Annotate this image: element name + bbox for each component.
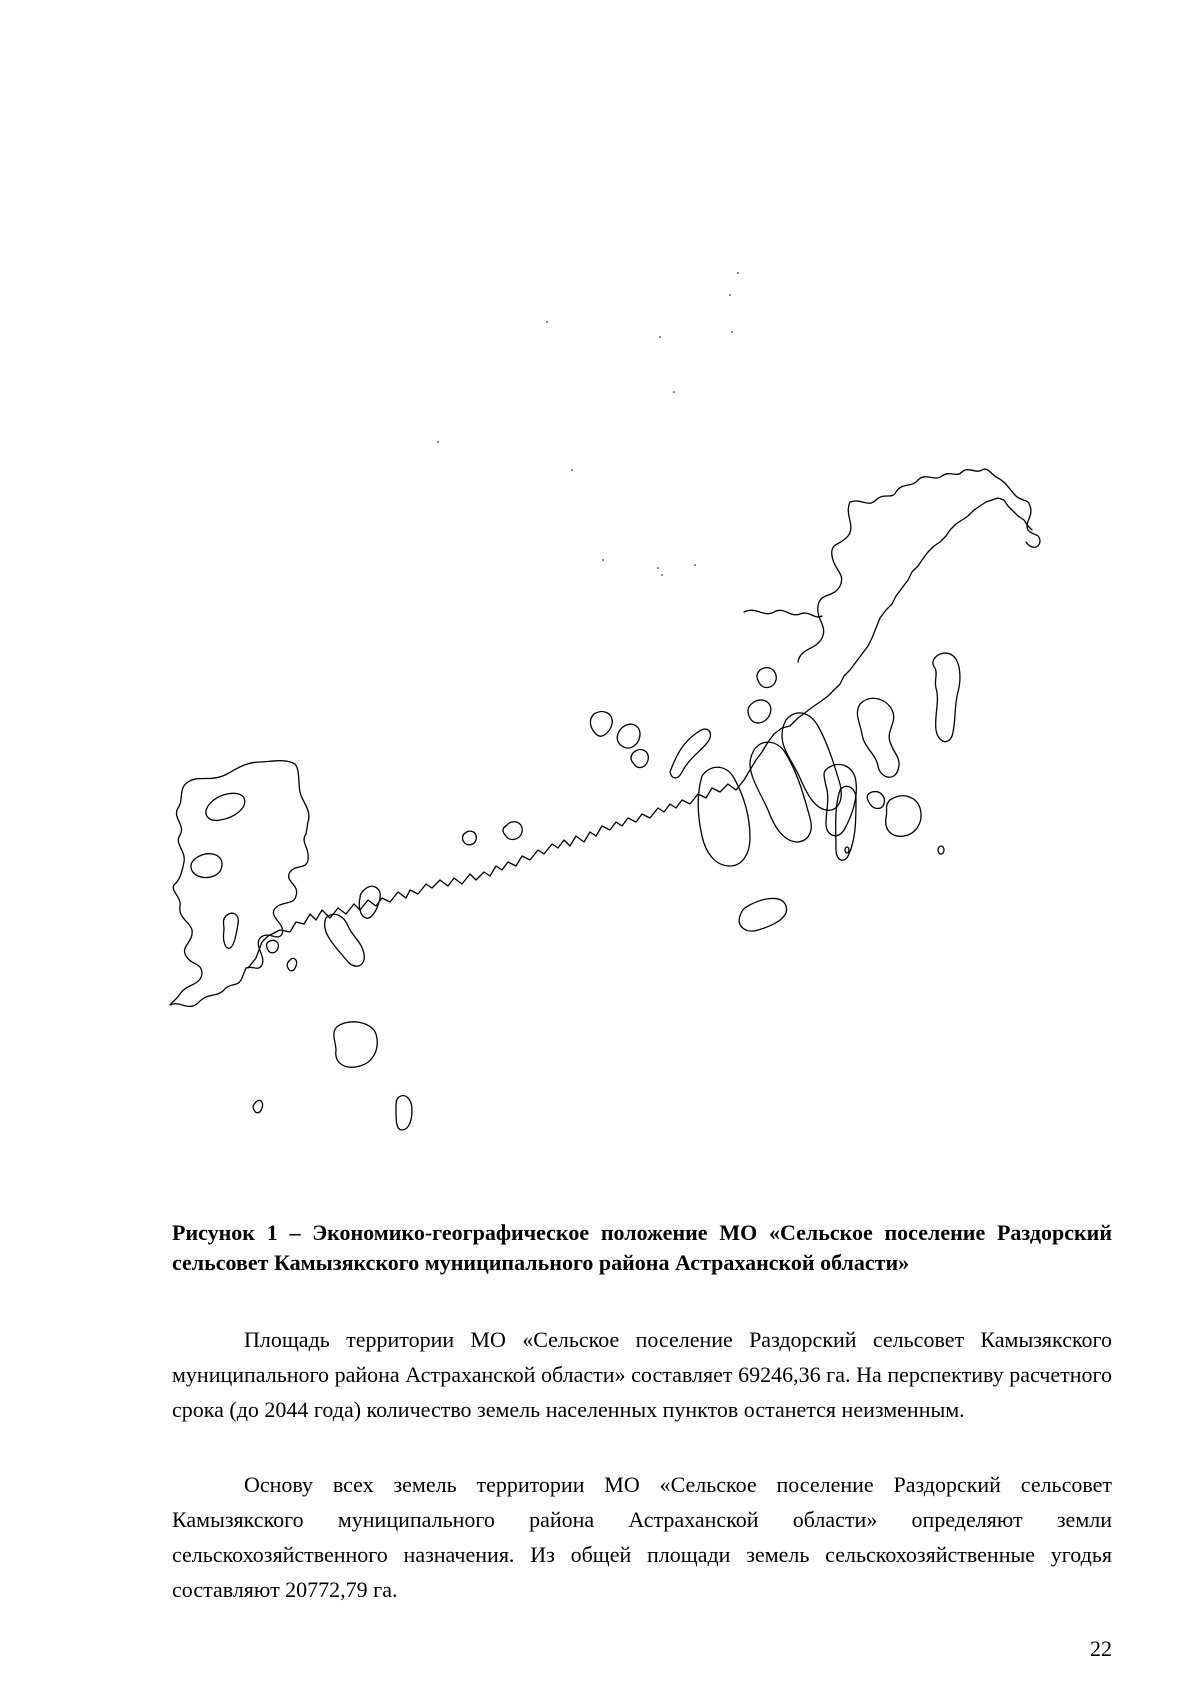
map-island-east-4 [867,792,884,809]
map-island-south-8 [253,1100,262,1112]
map-island-south-2 [267,940,279,952]
map-island-south-3 [287,958,296,970]
map-outline-drawing [150,230,1050,1210]
map-stray-dots [437,272,739,576]
page-number: 22 [1090,1636,1112,1661]
map-islet-1 [938,846,944,854]
territory-map [150,230,1050,1210]
map-lake-4 [836,786,856,860]
map-main-boundary [170,761,309,1007]
figure-caption: Рисунок 1 – Экономико-географическое положение МО «Сельское поселение Раздорский сельсовет Камызякского муниципального района Астраханской области» [172,1220,1112,1275]
map-island-south-4 [325,914,365,966]
map-island-south-1 [223,913,238,948]
map-channel-1 [670,729,710,778]
map-lake-west-4 [503,822,522,840]
map-lake-2 [750,742,811,842]
map-channel-2 [617,724,640,748]
body-paragraph-land-use: Основу всех земель территории МО «Сельское поселение Раздорский сельсовет Камызякского муниципального района Астраханской области» определяют земли сельскохозяйственного назначения. Из общей площади земель сельскохозяйственные угодья составляют 20772,79 га. [172,1472,1112,1602]
map-island-south-5 [359,886,380,918]
map-channel-6 [757,668,776,688]
map-island-south-6 [739,898,786,931]
body-paragraph-area: Площадь территории МО «Сельское поселение Раздорский сельсовет Камызякского муниципального района Астраханской области» составляет 69246,36 га. На перспективу расчетного срока (до 2044 года) количество земель населенных пунктов останется неизменным. [172,1327,1112,1422]
map-island-south-9 [396,1096,412,1130]
map-river-2 [744,610,822,617]
map-channel-3 [590,712,612,736]
map-island-east-2 [857,698,899,777]
map-island-south-7 [334,1022,377,1067]
map-island-east-1 [933,653,960,742]
map-north-edge [850,469,1040,547]
map-lake-west-3 [463,831,477,845]
map-islet-2 [845,847,849,853]
map-lake-west-2 [191,854,222,878]
map-lake-west-1 [206,793,245,820]
map-channel-4 [631,750,648,768]
map-lake-3 [782,713,841,810]
map-channel-5 [748,700,771,723]
map-river-1 [798,502,851,662]
map-island-east-3 [886,796,921,836]
